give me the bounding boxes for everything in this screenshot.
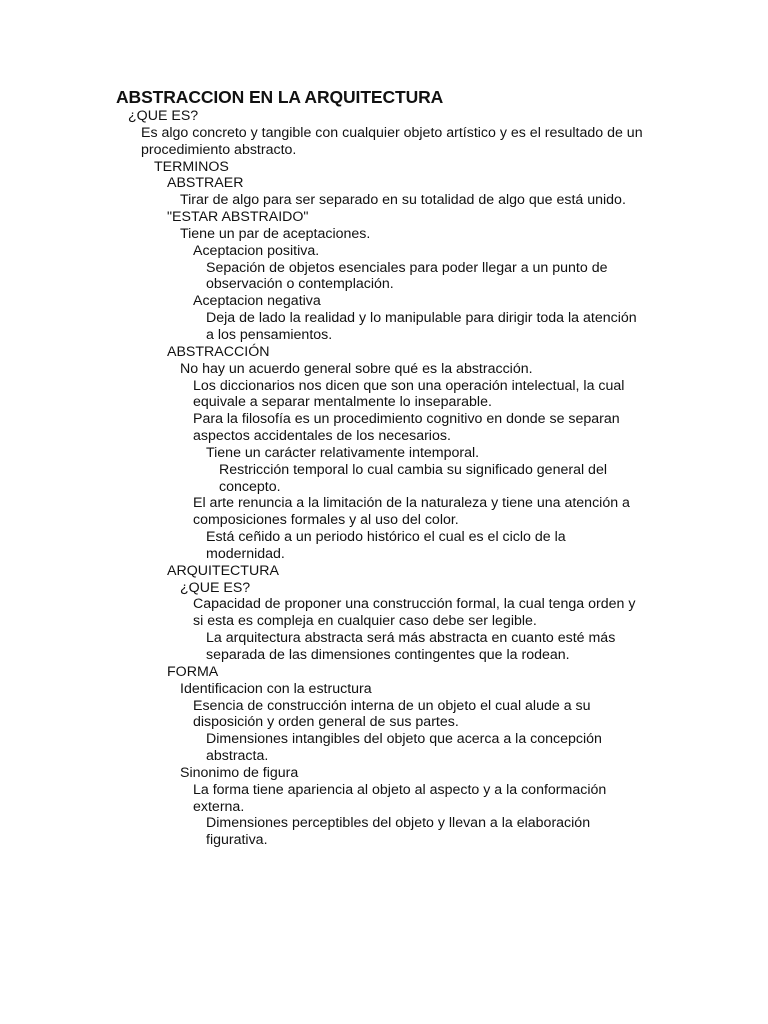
outline-item-level-4: ARQUITECTURA bbox=[167, 562, 279, 579]
outline-item-level-1: ¿QUE ES? bbox=[128, 108, 199, 124]
outline-item-level-6: El arte renuncia a la limitación de la naturaleza y tiene una atención a composiciones formales y al uso del color. bbox=[193, 495, 630, 529]
outline-item-level-6: La forma tiene apariencia al objeto al aspecto y a la conformación externa. bbox=[193, 781, 607, 815]
outline-item-level-4: ABSTRAER bbox=[167, 175, 244, 192]
outline-item-level-8: Restricción temporal lo cual cambia su significado general del concepto. bbox=[219, 461, 607, 495]
outline-item-level-5: ¿QUE ES? bbox=[180, 579, 251, 596]
outline-item-level-6: Capacidad de proponer una construcción formal, la cual tenga orden y si esta es compleja en cualquier caso debe ser legible. bbox=[193, 596, 636, 630]
outline-item-level-4: ABSTRACCIÓN bbox=[167, 343, 270, 360]
outline-item-level-5: Tirar de algo para ser separado en su totalidad de algo que está unido. bbox=[180, 192, 626, 209]
outline-item-level-5: Tiene un par de aceptaciones. bbox=[180, 225, 371, 242]
outline-item-level-7: Dimensiones intangibles del objeto que acerca a la concepción abstracta. bbox=[206, 731, 602, 765]
document-page bbox=[116, 86, 656, 849]
outline-item-level-7: Deja de lado la realidad y lo manipulable para dirigir toda la atención a los pensamientos. bbox=[206, 310, 637, 343]
outline-item-level-4: "ESTAR ABSTRAIDO" bbox=[167, 209, 309, 226]
document-title: ABSTRACCION EN LA ARQUITECTURA bbox=[116, 87, 444, 107]
outline-item-level-6: Esencia de construcción interna de un objeto el cual alude a su disposición y orden general de sus partes. bbox=[193, 697, 591, 731]
outline-item-level-5: No hay un acuerdo general sobre qué es la abstracción. bbox=[180, 360, 533, 377]
outline-item-level-5: Identificacion con la estructura bbox=[180, 680, 372, 697]
outline-item-level-7: Sepación de objetos esenciales para poder llegar a un punto de observación o contemplación. bbox=[206, 259, 608, 293]
outline-item-level-7: Está ceñido a un periodo histórico el cual es el ciclo de la modernidad. bbox=[206, 529, 566, 562]
outline-item-level-2: Es algo concreto y tangible con cualquier objeto artístico y es el resultado de un procedimiento abstracto. bbox=[141, 124, 643, 158]
outline-item-level-7: La arquitectura abstracta será más abstracta en cuanto esté más separada de las dimensiones contingentes que la rodean. bbox=[206, 630, 616, 663]
outline-item-level-7: Tiene un carácter relativamente intemporal. bbox=[206, 444, 480, 461]
outline-item-level-4: FORMA bbox=[167, 663, 219, 680]
outline-item-level-6: Aceptacion positiva. bbox=[193, 242, 320, 259]
outline bbox=[116, 108, 656, 849]
outline-item-level-6: Para la filosofía es un procedimiento cognitivo en donde se separan aspectos accidentales de los necesarios. bbox=[193, 411, 620, 445]
outline-item-level-5: Sinonimo de figura bbox=[180, 764, 299, 781]
outline-item-level-7: Dimensiones perceptibles del objeto y llevan a la elaboración figurativa. bbox=[206, 815, 591, 849]
outline-item-level-6: Los diccionarios nos dicen que son una operación intelectual, la cual equivale a separar mentalmente lo inseparable. bbox=[193, 377, 625, 411]
outline-item-level-6: Aceptacion negativa bbox=[193, 293, 321, 310]
outline-item-level-3: TERMINOS bbox=[154, 158, 229, 175]
